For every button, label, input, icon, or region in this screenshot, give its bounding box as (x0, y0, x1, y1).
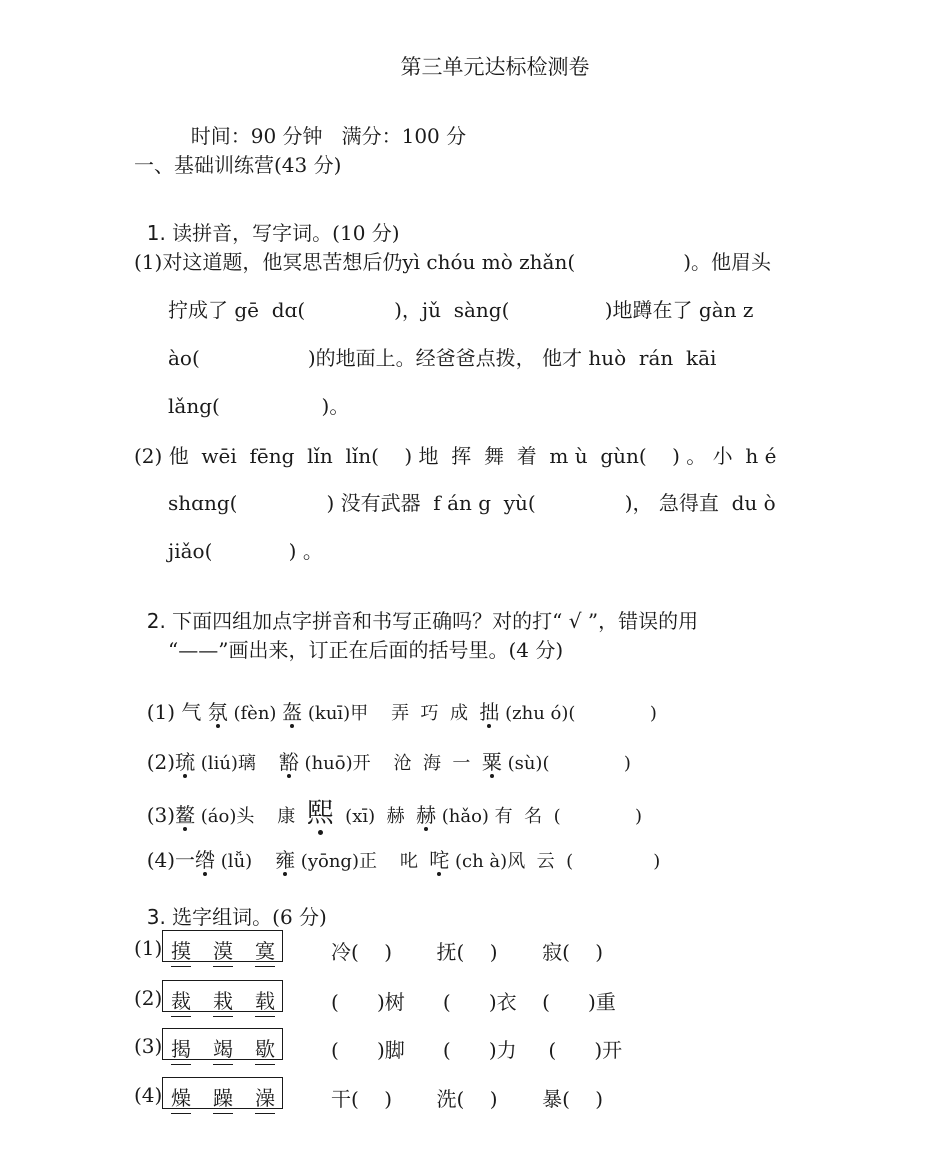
dotted-char: 熙 (306, 798, 334, 829)
char-option: 摸 (171, 935, 191, 967)
dotted-char: 氛 (207, 700, 228, 724)
exam-meta (178, 106, 466, 146)
question-number: 2. (146, 609, 166, 633)
question-number: 1. (146, 221, 166, 245)
dotted-char: 琉 (175, 750, 196, 774)
q1-part1-line3: ào( )的地面上。经爸爸点拨， 他才 huò rán kāi (168, 346, 717, 370)
section-heading: 一、基础训练营(43 分) (134, 153, 342, 177)
char-option: 揭 (171, 1033, 191, 1065)
page-title: 第三单元达标检测卷 (400, 55, 590, 79)
char-option: 澡 (255, 1082, 275, 1114)
char-box (162, 1028, 283, 1060)
dotted-char: 盔 (282, 700, 303, 724)
word-blanks: 干( ) 洗( ) 暴( ) (331, 1087, 604, 1111)
q2-item: (3)鳌 (áo)头 康 熙 (xī) 赫 赫 (hǎo) 有 名 ( ) (146, 798, 642, 829)
q1-part1-line4: lǎng( )。 (168, 394, 350, 418)
question-3-prompt: 3. 选字组词。(6 分) (146, 905, 327, 929)
dotted-char: 豁 (278, 750, 299, 774)
char-option: 竭 (213, 1033, 233, 1065)
question-2-prompt: 2. 下面四组加点字拼音和书写正确吗？对的打“ √ ”，错误的用 (146, 609, 699, 633)
char-box (162, 1077, 283, 1109)
q2-item: (2)琉 (liú)璃 豁 (huō)开 沧 海 一 粟 (sù)( ) (146, 750, 631, 774)
q2-item: (4)一绺 (lǚ) 雍 (yōng)正 叱 咤 (ch à)风 云 ( ) (146, 848, 661, 872)
dotted-char: 粟 (481, 750, 502, 774)
dotted-char: 拙 (479, 700, 500, 724)
char-option: 裁 (171, 985, 191, 1017)
char-option: 躁 (213, 1082, 233, 1114)
q1-part1-line1: (1)对这道题，他冥思苦想后仍yì chóu mò zhǎn( )。他眉头 (134, 250, 772, 274)
q1-part1-line2: 拧成了 gē dɑ( )，jǔ sàng( )地蹲在了 gàn z (168, 298, 754, 322)
q1-part2-line3: jiǎo( ) 。 (168, 539, 323, 563)
dotted-char: 鳌 (175, 803, 196, 827)
char-option: 燥 (171, 1082, 191, 1114)
q1-part2-line1: (2) 他 wēi fēng lǐn lǐn( ) 地 挥 舞 着 m ù gùn( ) 。 小 h é (134, 444, 777, 468)
full-score: 满分：100 分 (341, 124, 467, 148)
char-box (162, 930, 283, 962)
q2-item: (1) 气 氛 (fèn) 盔 (kuī)甲 弄 巧 成 拙 (zhu ó)( ) (146, 700, 657, 724)
dotted-char: 雍 (275, 848, 296, 872)
char-option: 歇 (255, 1033, 275, 1065)
char-option: 载 (255, 985, 275, 1017)
question-number: 3. (146, 905, 166, 929)
word-blanks: ( )脚 ( )力 ( )开 (331, 1038, 623, 1062)
dotted-char: 绺 (195, 848, 216, 872)
word-blanks: ( )树 ( )衣 ( )重 (331, 990, 616, 1014)
time-limit: 时间：90 分钟 (190, 124, 323, 148)
char-option: 漠 (213, 935, 233, 967)
word-blanks: 冷( ) 抚( ) 寂( ) (331, 940, 604, 964)
char-option: 栽 (213, 985, 233, 1017)
q1-part2-line2: shɑng( ) 没有武器 f án g yù( )， 急得直 du ò (168, 491, 776, 515)
question-1-prompt: 1. 读拼音，写字词。(10 分) (146, 221, 400, 245)
q2-prompt-line2: “——”画出来，订正在后面的括号里。(4 分) (168, 638, 564, 662)
dotted-char: 赫 (416, 803, 437, 827)
char-box (162, 980, 283, 1012)
dotted-char: 咤 (429, 848, 450, 872)
char-option: 寞 (255, 935, 275, 967)
